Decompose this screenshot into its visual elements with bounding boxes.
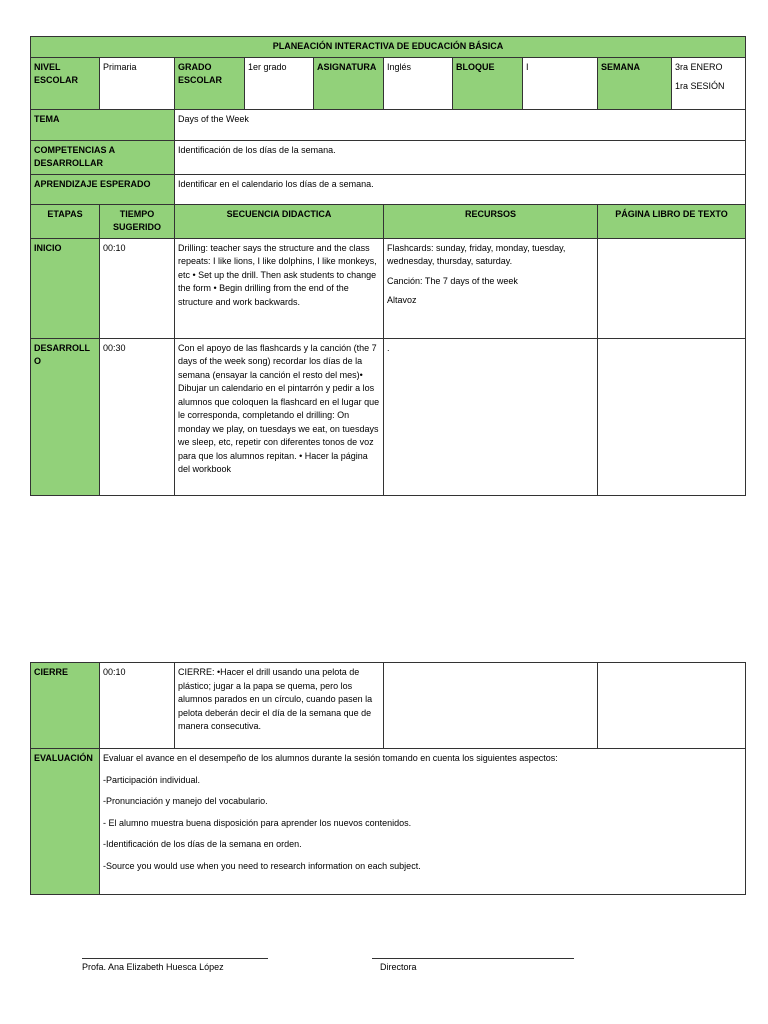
semana-value-week: 3ra ENERO (675, 61, 723, 72)
desarrollo-tiempo: 00:30 (100, 338, 175, 495)
competencias-value: Identificación de los días de la semana. (175, 140, 746, 174)
inicio-recurso-altavoz: Altavoz (387, 295, 417, 305)
cierre-secuencia: CIERRE: •Hacer el drill usando una pelota de plástico; jugar a la papa se quema, pero los alumnos parados en un círculo, cuando pasen la pelota deberán decir el día de la semana que de manera consecutiva. (175, 663, 384, 749)
evaluacion-content (100, 749, 746, 895)
bloque-value: I (523, 57, 598, 109)
col-tiempo: TIEMPO SUGERIDO (100, 204, 175, 238)
aprendizaje-value: Identificar en el calendario los días de a semana. (175, 174, 746, 204)
inicio-etapa: INICIO (31, 238, 100, 338)
planning-table-page-2 (30, 662, 746, 895)
cierre-recursos (384, 663, 598, 749)
inicio-pagina (598, 238, 746, 338)
signature-left-name: Profa. Ana Elizabeth Huesca López (82, 962, 224, 972)
nivel-label: NIVEL ESCOLAR (31, 57, 100, 109)
cierre-etapa: CIERRE (31, 663, 100, 749)
bloque-label: BLOQUE (453, 57, 523, 109)
planning-table-page-1 (30, 36, 746, 496)
col-pagina: PÁGINA LIBRO DE TEXTO (598, 204, 746, 238)
tema-label: TEMA (31, 109, 175, 140)
desarrollo-secuencia: Con el apoyo de las flashcards y la canción (the 7 days of the week song) recordar los días de la semana (ensayar la canción el resto del mes)• Dibujar un calendario en el pintarrón y pedir a los alumnos que coloquen la flashcard en el lugar que le corresponda, completando el drilling: On monday we play, on tuesdays we eat, on tuesdays we sleep, etc, repetir con diferentes tonos de voz para que los alumnos repitan. • Hacer la página del workbook (175, 338, 384, 495)
desarrollo-recursos: . (384, 338, 598, 495)
desarrollo-etapa: DESARROLLO (31, 338, 100, 495)
semana-label: SEMANA (598, 57, 672, 109)
asignatura-label: ASIGNATURA (314, 57, 384, 109)
evaluacion-item: - El alumno muestra buena disposición para aprender los nuevos contenidos. (103, 817, 412, 828)
grado-value: 1er grado (245, 57, 314, 109)
evaluacion-item: -Participación individual. (103, 774, 201, 785)
inicio-tiempo: 00:10 (100, 238, 175, 338)
nivel-value: Primaria (100, 57, 175, 109)
document-title: PLANEACIÓN INTERACTIVA DE EDUCACIÓN BÁSICA (31, 37, 746, 58)
inicio-recurso-flashcards: Flashcards: sunday, friday, monday, tuesday, wednesday, thursday, saturday. (387, 242, 566, 266)
evaluacion-item: -Pronunciación y manejo del vocabulario. (103, 796, 268, 806)
signature-line-right (372, 958, 574, 959)
semana-value (672, 57, 746, 109)
col-recursos: RECURSOS (384, 204, 598, 238)
aprendizaje-label: APRENDIZAJE ESPERADO (31, 174, 175, 204)
signature-line-left (82, 958, 268, 959)
cierre-pagina (598, 663, 746, 749)
asignatura-value: Inglés (384, 57, 453, 109)
evaluacion-item: -Source you would use when you need to research information on each subject. (103, 860, 421, 871)
competencias-label: COMPETENCIAS A DESARROLLAR (31, 140, 175, 174)
tema-value: Days of the Week (175, 109, 746, 140)
evaluacion-item: -Identificación de los días de la semana en orden. (103, 839, 302, 849)
col-etapas: ETAPAS (31, 204, 100, 238)
semana-value-session: 1ra SESIÓN (675, 81, 725, 91)
evaluacion-label: EVALUACIÓN (31, 749, 100, 895)
inicio-secuencia: Drilling: teacher says the structure and the class repeats: I like lions, I like dolphins, I like monkeys, etc • Set up the drill. Then ask students to change the form • Begin drilling from the end of the structure and work backwards. (175, 238, 384, 338)
inicio-recurso-cancion: Canción: The 7 days of the week (387, 275, 518, 286)
inicio-recursos (384, 238, 598, 338)
evaluacion-intro: Evaluar el avance en el desempeño de los alumnos durante la sesión tomando en cuenta los siguientes aspectos: (103, 753, 558, 763)
grado-label: GRADO ESCOLAR (175, 57, 245, 109)
desarrollo-pagina (598, 338, 746, 495)
cierre-tiempo: 00:10 (100, 663, 175, 749)
col-secuencia: SECUENCIA DIDACTICA (175, 204, 384, 238)
signature-right-name: Directora (380, 962, 417, 972)
